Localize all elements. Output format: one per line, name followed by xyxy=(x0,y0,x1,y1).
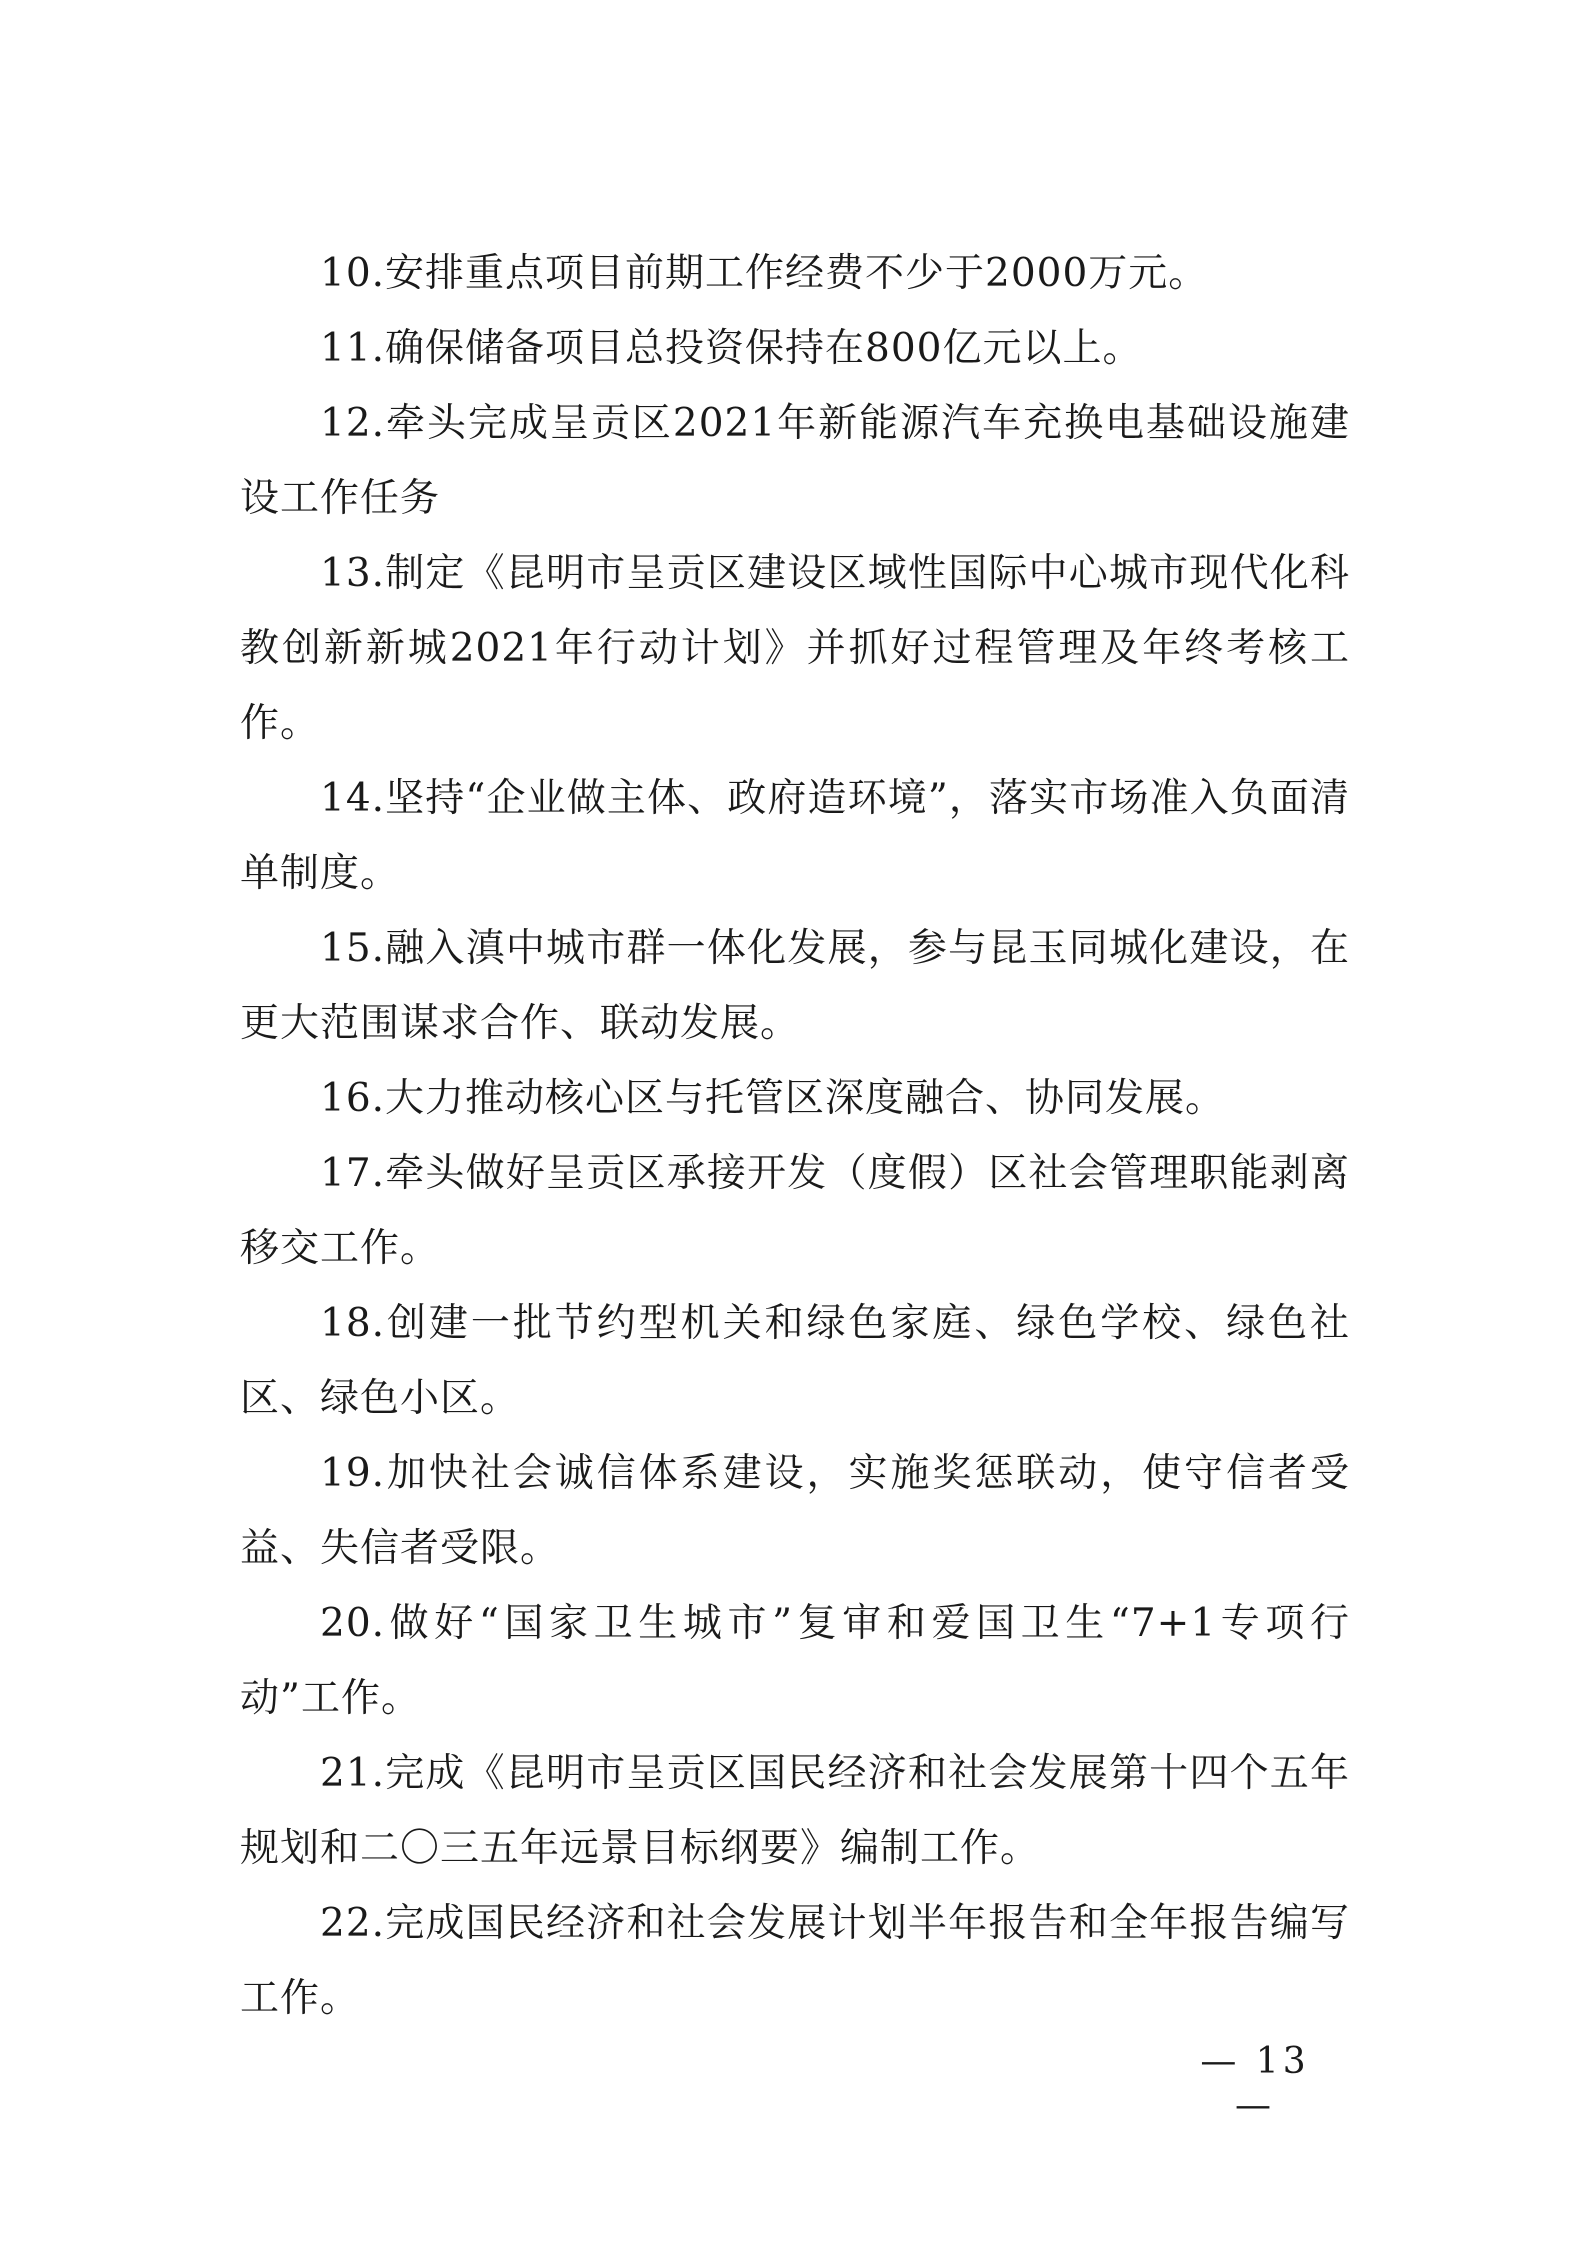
document-body xyxy=(240,236,1350,2036)
page-number: — 13 — xyxy=(1200,2041,1310,2126)
list-item: 20.做好“国家卫生城市”复审和爱国卫生“7+1专项行动”工作。 xyxy=(240,1601,1350,1721)
list-item: 22.完成国民经济和社会发展计划半年报告和全年报告编写工作。 xyxy=(240,1901,1350,2021)
list-item: 21.完成《昆明市呈贡区国民经济和社会发展第十四个五年规划和二〇三五年远景目标纲要》编制工作。 xyxy=(240,1751,1350,1871)
list-item: 13.制定《昆明市呈贡区建设区域性国际中心城市现代化科教创新新城2021年行动计划》并抓好过程管理及年终考核工作。 xyxy=(240,551,1350,746)
list-item: 12.牵头完成呈贡区2021年新能源汽车充换电基础设施建设工作任务 xyxy=(240,401,1350,521)
list-item: 16.大力推动核心区与托管区深度融合、协同发展。 xyxy=(320,1076,1226,1121)
list-item: 19.加快社会诚信体系建设，实施奖惩联动，使守信者受益、失信者受限。 xyxy=(240,1451,1350,1571)
list-item: 10.安排重点项目前期工作经费不少于2000万元。 xyxy=(320,251,1209,296)
list-item: 17.牵头做好呈贡区承接开发（度假）区社会管理职能剥离移交工作。 xyxy=(240,1151,1350,1271)
list-item: 15.融入滇中城市群一体化发展，参与昆玉同城化建设，在更大范围谋求合作、联动发展。 xyxy=(240,926,1350,1046)
list-item: 18.创建一批节约型机关和绿色家庭、绿色学校、绿色社区、绿色小区。 xyxy=(240,1301,1350,1421)
list-item: 14.坚持“企业做主体、政府造环境”，落实市场准入负面清单制度。 xyxy=(240,776,1350,896)
list-item: 11.确保储备项目总投资保持在800亿元以上。 xyxy=(320,326,1143,371)
